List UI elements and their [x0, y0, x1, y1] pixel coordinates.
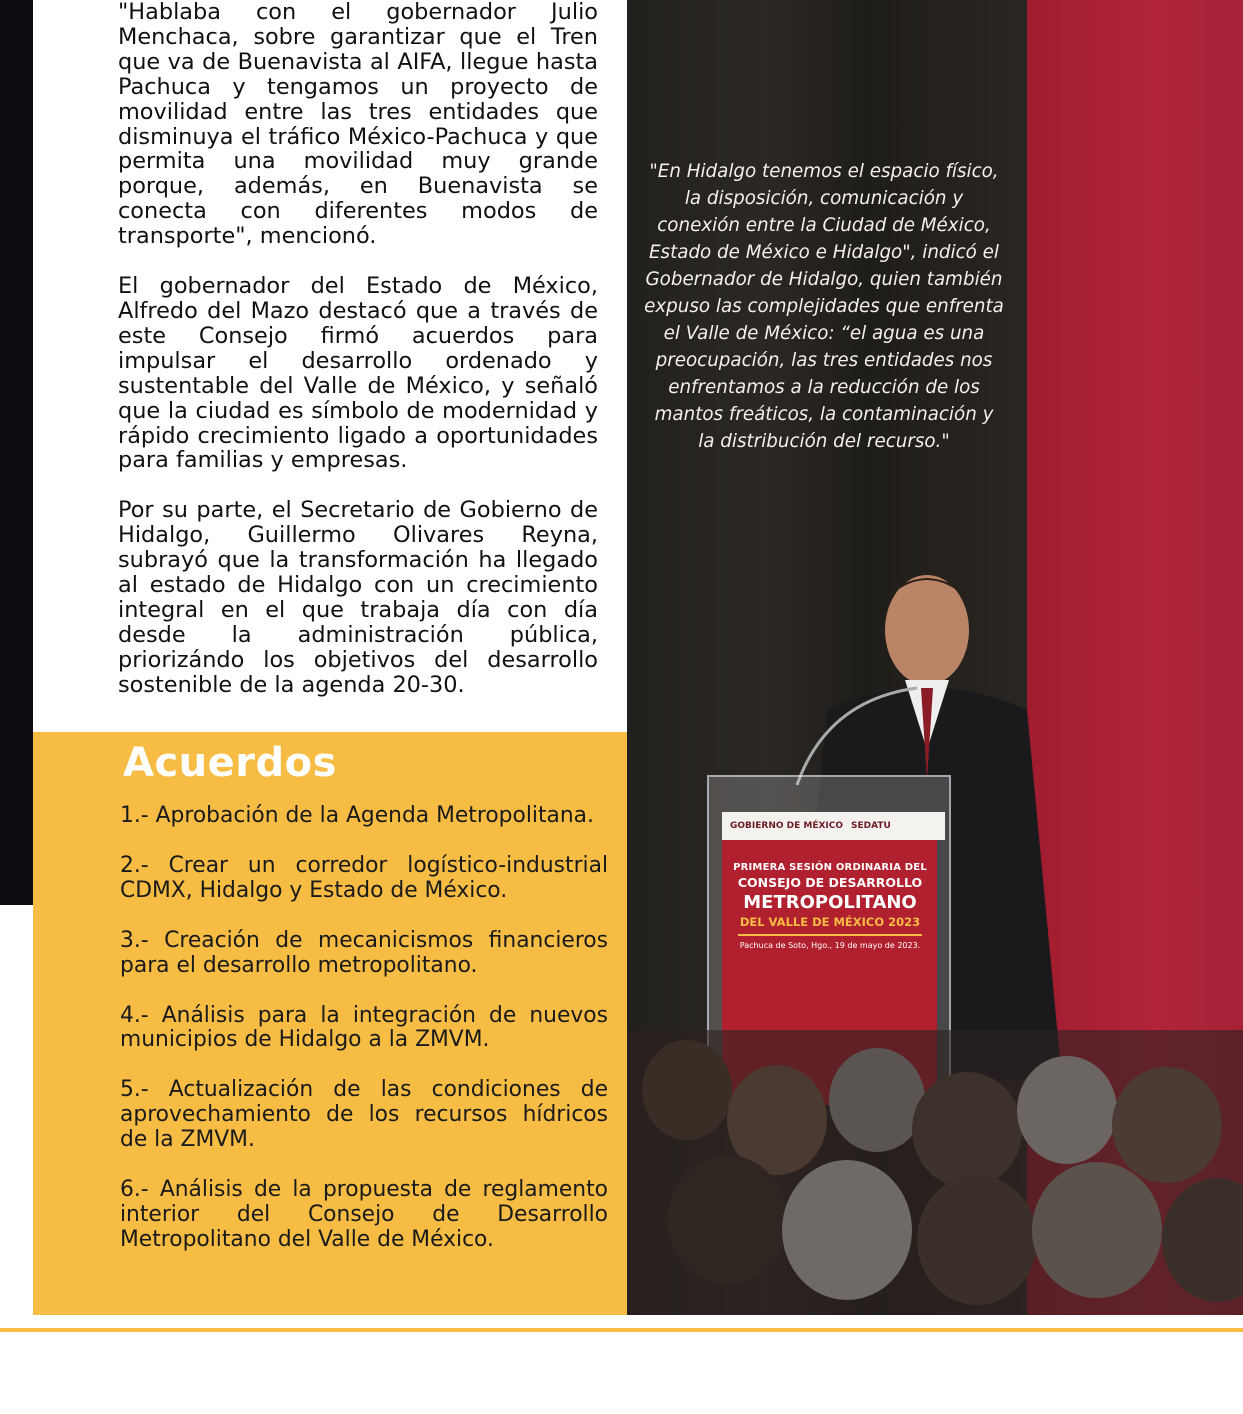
acuerdos-list	[120, 804, 608, 1278]
banner-text	[732, 862, 928, 950]
acuerdo-item: 3.- Creación de mecanicismos financieros para el desarrollo metropolitano.	[120, 927, 608, 978]
banner-line-1: PRIMERA SESIÓN ORDINARIA DEL	[733, 862, 927, 873]
article-paragraph-3: Por su parte, el Secretario de Gobierno de Hidalgo, Guillermo Olivares Reyna, subrayó que la transformación ha llegado al estado de Hidalgo con un crecimiento integral en el que trabaja día con día desde la administración pública, priorizándo los objetivos del desarrollo sostenible de la agenda 20-30.	[118, 497, 598, 698]
banner-line-3: METROPOLITANO	[743, 892, 917, 913]
banner-rule	[738, 934, 922, 936]
banner-line-2: CONSEJO DE DESARROLLO	[737, 875, 923, 890]
sedatu-logo: SEDATU	[851, 821, 891, 831]
acuerdos-title: Acuerdos	[123, 740, 337, 786]
gobierno-logo: GOBIERNO DE MÉXICO	[730, 821, 844, 831]
microphone-icon	[787, 680, 927, 790]
acuerdo-item: 5.- Actualización de las condiciones de aprovechamiento de los recursos hídricos de la ZMVM.	[120, 1077, 608, 1153]
event-photo	[627, 0, 1243, 1315]
podium-logos	[722, 812, 945, 840]
photo-quote: "En Hidalgo tenemos el espacio físico, la disposición, comunicación y conexión entre la Ciudad de México, Estado de México e Hidalgo", indicó el Gobernador de Hidalgo, quien también expuso las complejidades que enfrenta el Valle de México: “el agua es una preocupación, las tres entidades nos enfrentamos a la reducción de los mantos freáticos, la contaminación y la distribución del recurso."	[644, 161, 1004, 452]
acuerdo-item: 1.- Aprobación de la Agenda Metropolitana.	[120, 803, 594, 828]
acuerdo-item: 6.- Análisis de la propuesta de reglamento interior del Consejo de Desarrollo Metropolitano del Valle de México.	[120, 1177, 608, 1252]
acuerdos-box	[33, 732, 627, 1315]
acuerdo-item: 2.- Crear un corredor logístico-industrial CDMX, Hidalgo y Estado de México.	[120, 852, 608, 903]
acuerdo-item: 4.- Análisis para la integración de nuevos municipios de Hidalgo a la ZMVM.	[120, 1002, 608, 1053]
banner-line-4: DEL VALLE DE MÉXICO 2023	[739, 915, 921, 929]
left-dark-bar	[0, 0, 33, 905]
banner-line-5: Pachuca de Soto, Hgo., 19 de mayo de 2023.	[739, 941, 921, 950]
article-paragraph-1: "Hablaba con el gobernador Julio Menchaca, sobre garantizar que el Tren que va de Buenavista al AIFA, llegue hasta Pachuca y tengamos un proyecto de movilidad entre las tres entidades que disminuya el tráfico México-Pachuca y que permita una movilidad muy grande porque, además, en Buenavista se conecta con diferentes modos de transporte", mencionó.	[118, 0, 598, 250]
bottom-accent-line	[0, 1328, 1243, 1332]
audience-crowd-icon	[627, 1030, 1243, 1315]
article-body	[118, 0, 598, 723]
article-paragraph-2: El gobernador del Estado de México, Alfredo del Mazo destacó que a través de este Consejo firmó acuerdos para impulsar el desarrollo ordenado y sustentable del Valle de México, y señaló que la ciudad es símbolo de modernidad y rápido crecimiento ligado a oportunidades para familias y empresas.	[118, 273, 598, 474]
